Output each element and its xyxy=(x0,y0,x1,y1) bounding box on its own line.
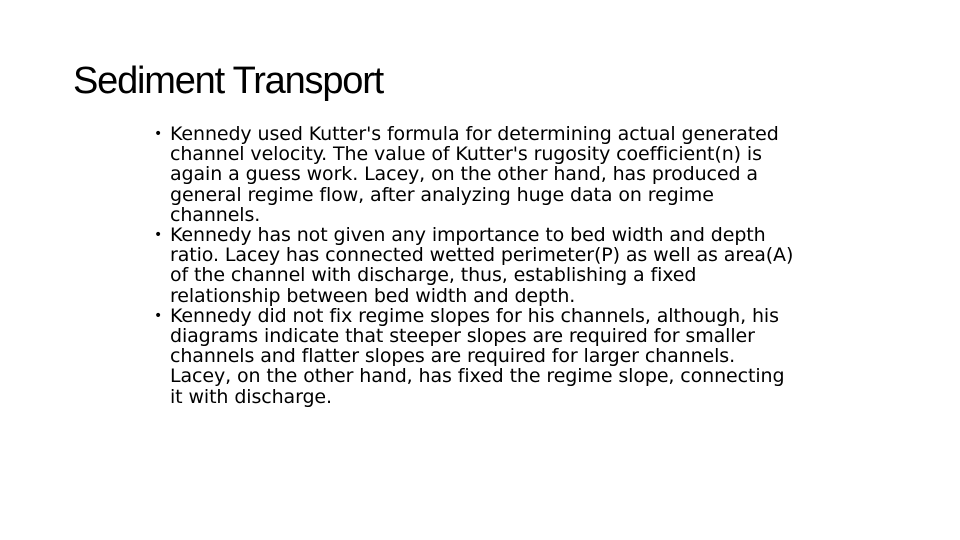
bullet-item xyxy=(152,306,802,407)
bullet-text: Kennedy did not fix regime slopes for his channels, although, his diagrams indicate that steeper slopes are required for smaller channels and flatter slopes are required for larger channels. Lacey, on the other hand, has fixed the regime slope, connecting it with discharge. xyxy=(170,304,785,408)
bullet-text: Kennedy used Kutter's formula for determining actual generated channel velocity. The value of Kutter's rugosity coefficient(n) is again a guess work. Lacey, on the other hand, has produced a general regime flow, after analyzing huge data on regime channels. xyxy=(170,123,779,226)
bullet-dot-icon: • xyxy=(154,307,163,324)
bullet-dot-icon: • xyxy=(154,227,163,244)
bullet-item xyxy=(152,225,802,306)
bullet-text: Kennedy has not given any importance to bed width and depth ratio. Lacey has connected wetted perimeter(P) as well as area(A) of the channel with discharge, thus, establishing a fixed relationship between bed width and depth. xyxy=(170,224,794,307)
bullet-list xyxy=(152,124,802,407)
slide-title: Sediment Transport xyxy=(73,60,384,102)
bullet-item xyxy=(152,124,802,225)
bullet-dot-icon: • xyxy=(154,126,163,142)
